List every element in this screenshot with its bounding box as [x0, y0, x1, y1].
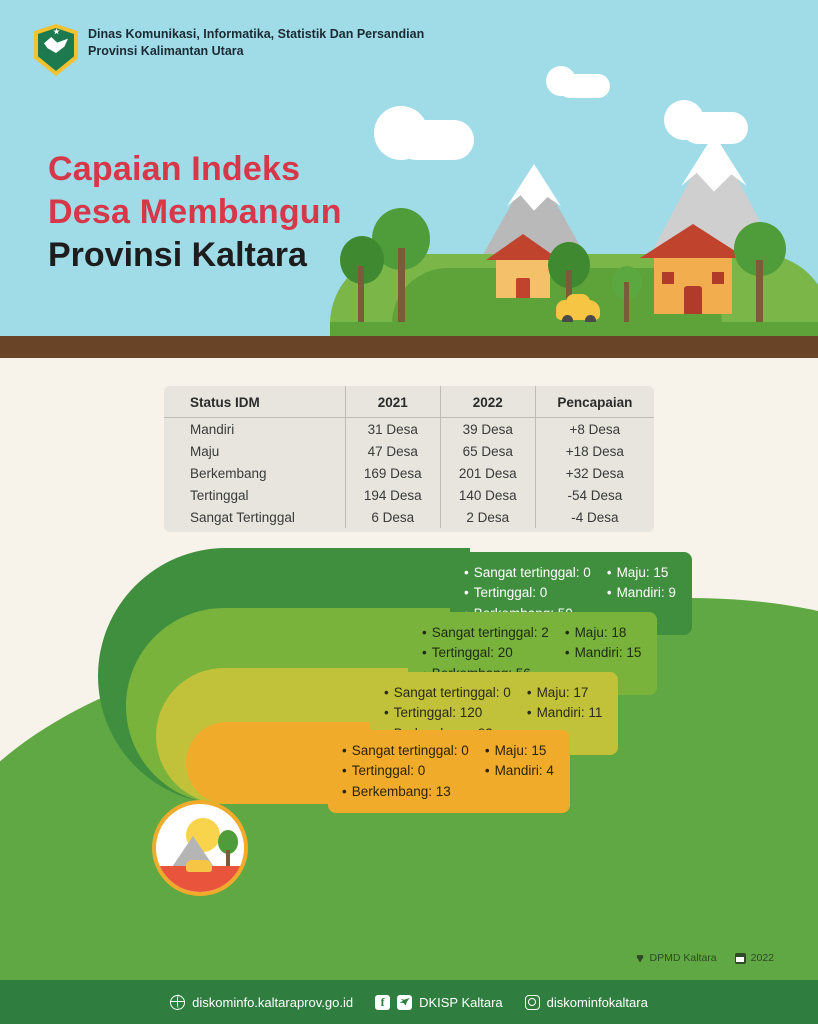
credits	[636, 952, 774, 964]
credit-source-label: DPMD Kaltara	[649, 952, 717, 964]
cell-pencapaian: +18 Desa	[535, 440, 654, 462]
title-line-1: Capaian Indeks	[48, 150, 301, 188]
page-title	[48, 148, 342, 276]
credit-year-label: 2022	[750, 952, 774, 964]
cell-status: Sangat Tertinggal	[190, 509, 295, 525]
stat-maju: • Maju: 17	[527, 683, 603, 703]
stat-sangat-tertinggal: • Sangat tertinggal: 0	[342, 741, 469, 761]
cell-2022: 65 Desa	[440, 440, 535, 462]
calendar-icon	[735, 953, 746, 964]
cell-2022: 39 Desa	[440, 418, 535, 441]
stat-berkembang: • Berkembang: 13	[342, 782, 469, 802]
cell-2021: 194 Desa	[345, 484, 440, 506]
idm-summary-table	[164, 386, 654, 532]
table-row	[164, 462, 654, 484]
stat-mandiri: • Mandiri: 11	[527, 703, 603, 723]
cell-status: Tertinggal	[190, 487, 249, 503]
footer-website[interactable]	[170, 995, 353, 1010]
title-line-3: Provinsi Kaltara	[48, 235, 307, 274]
footer-website-label: diskominfo.kaltaraprov.go.id	[192, 994, 354, 1010]
cell-2022: 201 Desa	[440, 462, 535, 484]
footer-bar	[0, 980, 818, 1024]
stat-sangat-tertinggal: • Sangat tertinggal: 0	[384, 683, 511, 703]
cell-pencapaian: +32 Desa	[535, 462, 654, 484]
table-row	[164, 440, 654, 462]
twitter-icon	[397, 995, 412, 1010]
stat-tertinggal: • Tertinggal: 0	[342, 761, 469, 781]
tree-trunk-icon	[358, 266, 364, 322]
region-data-ktt	[328, 730, 570, 813]
credit-year	[735, 952, 774, 964]
stat-tertinggal: • Tertinggal: 20	[422, 643, 549, 663]
cell-2021: 47 Desa	[345, 440, 440, 462]
table-header-2022: 2022	[440, 386, 535, 418]
footer-instagram[interactable]	[525, 995, 648, 1010]
instagram-icon	[525, 995, 540, 1010]
location-pin-icon	[636, 954, 645, 963]
table-header-2021: 2021	[345, 386, 440, 418]
cell-2021: 6 Desa	[345, 506, 440, 528]
footer-social-fb-tw[interactable]	[375, 995, 503, 1010]
facebook-icon: f	[375, 995, 390, 1010]
cloud-icon	[396, 120, 474, 160]
stat-mandiri: • Mandiri: 4	[485, 761, 554, 781]
car-roof-icon	[566, 294, 590, 306]
village-scene-icon	[152, 800, 248, 896]
tree-trunk-icon	[756, 260, 763, 322]
stat-tertinggal: • Tertinggal: 120	[384, 703, 511, 723]
organization-name-line1: Dinas Komunikasi, Informatika, Statistik Dan Persandian	[88, 27, 425, 41]
table-row	[164, 506, 654, 528]
house-window-icon	[662, 272, 674, 284]
cell-2021: 169 Desa	[345, 462, 440, 484]
stat-maju: • Maju: 15	[607, 563, 676, 583]
cell-2021: 31 Desa	[345, 418, 440, 441]
credit-source	[636, 952, 717, 964]
footer-social-label: DKISP Kaltara	[419, 994, 503, 1010]
stat-mandiri: • Mandiri: 15	[565, 643, 642, 663]
grass-strip	[330, 322, 818, 336]
title-line-2: Desa Membangun	[48, 192, 342, 231]
tree-trunk-icon	[624, 282, 629, 322]
table-row	[164, 418, 654, 441]
table-header-row	[164, 386, 654, 418]
footer-instagram-label: diskominfokaltara	[546, 994, 648, 1010]
globe-icon	[170, 995, 185, 1010]
kaltara-crest-icon	[34, 24, 78, 76]
organization-header	[34, 24, 424, 76]
cell-pencapaian: +8 Desa	[535, 418, 654, 441]
cell-status: Mandiri	[190, 421, 235, 437]
stat-mandiri: • Mandiri: 9	[607, 583, 676, 603]
cell-status: Maju	[190, 443, 220, 459]
stat-tertinggal: • Tertinggal: 0	[464, 583, 591, 603]
table-header-status: Status IDM	[164, 386, 345, 418]
stat-sangat-tertinggal: • Sangat tertinggal: 0	[464, 563, 591, 583]
house-window-icon	[712, 272, 724, 284]
stat-sangat-tertinggal: • Sangat tertinggal: 2	[422, 623, 549, 643]
cell-status: Berkembang	[190, 465, 267, 481]
table-row	[164, 484, 654, 506]
organization-name-line2: Provinsi Kalimantan Utara	[88, 43, 244, 58]
house-door-icon	[684, 286, 702, 314]
table-header-pencapaian: Pencapaian	[535, 386, 654, 418]
cell-2022: 140 Desa	[440, 484, 535, 506]
cell-2022: 2 Desa	[440, 506, 535, 528]
stat-maju: • Maju: 18	[565, 623, 642, 643]
house-door-icon	[516, 278, 530, 298]
stat-maju: • Maju: 15	[485, 741, 554, 761]
tree-trunk-icon	[398, 248, 405, 322]
soil-strip	[0, 336, 818, 358]
cloud-icon	[558, 74, 610, 98]
cell-pencapaian: -4 Desa	[535, 506, 654, 528]
cell-pencapaian: -54 Desa	[535, 484, 654, 506]
